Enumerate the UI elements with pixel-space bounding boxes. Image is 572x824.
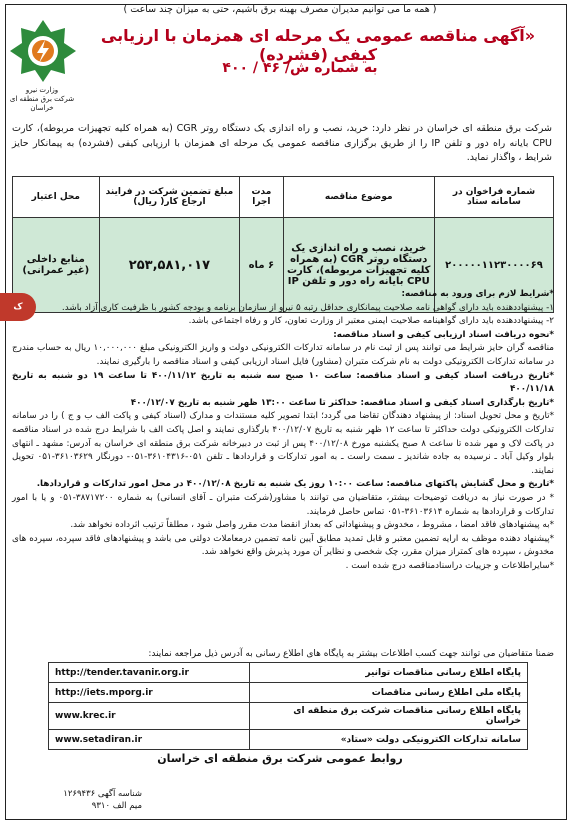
- paragraph: *پیشنهاد دهنده موظف به ارایه تضمین معتبر و قابل تمدید مطابق آیین نامه تضمین درمعاملات دولتی می باشد و پیشنهادهای فاقد سپرده، سپرده های مخدوش ، سپرده های کمتراز میزان مقرر، چک شخصی و نظایر آن مورد پذیرش واقع نخواهد شد.: [12, 533, 554, 558]
- condition-item: ۲- پیشنهاددهنده باید دارای گواهینامه صلاحیت ایمنی معتبر از وزارت تعاون، کار و رفاه اجتماعی باشد.: [188, 316, 554, 327]
- ad-id: شناسه آگهی ۱۲۶۹۴۳۶: [63, 789, 142, 799]
- mim-code: میم الف ۹۳۱۰: [91, 801, 142, 811]
- logo-caption-company: شرکت برق منطقه ای خراسان: [9, 95, 75, 112]
- table-row: [49, 663, 528, 683]
- visit-note: ضمنا متقاضیان می توانند جهت کسب اطلاعات بیشتر به پایگاه های اطلاع رسانی به آدرس ذیل مراجعه نمایند:: [148, 649, 554, 659]
- paragraph: * در صورت نیاز به دریافت توضیحات بیشتر، متقاضیان می توانند با مشاور(شرکت متبران ـ آقای انسانی) به شماره ۳۸۷۱۷۲۰۰-۰۵۱ و یا با امور تدارکات و قراردادها به شماره ۳۶۱۰۳۶۱۴-۰۵۱ تماس حاصل فرمایند.: [12, 492, 554, 517]
- link-name: پایگاه ملی اطلاع رسانی مناقصات: [250, 683, 528, 703]
- tavanir-logo: [8, 18, 78, 92]
- link-name: سامانه تدارکات الکترونیکی دولت «ستاد»: [250, 730, 528, 750]
- condition-item: ۱- پیشنهاددهنده باید دارای گواهی نامه صلاحیت پیمانکاری حداقل رتبه ۵ نیرو از سازمان برنامه و بودجه کشور با ظرفیت کاری آزاد باشد.: [61, 302, 554, 313]
- tender-number: به شماره ش/ ۴۶ / ۴۰۰: [222, 60, 378, 76]
- link-url[interactable]: http://iets.mporg.ir: [49, 683, 250, 703]
- logo-caption-ministry: وزارت نیرو: [25, 86, 59, 94]
- link-url[interactable]: www.setadiran.ir: [49, 730, 250, 750]
- cell-call-number: ۲۰۰۰۰۰۱۱۲۳۰۰۰۰۶۹: [434, 218, 553, 313]
- link-url[interactable]: www.krec.ir: [49, 703, 250, 730]
- red-corner-mark: ک: [0, 293, 36, 321]
- section-heading: *نحوه دریافت اسناد ارزیابی کیفی و اسناد مناقصه:: [333, 329, 554, 340]
- paragraph: *به پیشنهادهای فاقد امضا ، مشروط ، مخدوش و پیشنهاداتی که بعداز انقضا مدت مقرر واصل شود ، مطلقاً ترتیب اثرداده نخواهد شد.: [70, 520, 554, 531]
- table-row: [49, 730, 528, 750]
- col-call-number: شماره فراخوان در سامانه ستاد: [434, 177, 553, 218]
- cell-duration: ۶ ماه: [240, 218, 283, 313]
- section-heading: *شرایط لازم برای ورود به مناقصه:: [401, 289, 554, 299]
- link-url[interactable]: http://tender.tavanir.org.ir: [49, 663, 250, 683]
- links-table: [48, 662, 528, 750]
- col-guarantee: مبلغ تضمین شرکت در فرایند ارجاع کار( ریال): [99, 177, 240, 218]
- paragraph: مناقصه گران حایز شرایط می توانند پس از ثبت نام در سامانه تدارکات الکترونیکی دولت و واریز الکترونیکی مبلغ ۱۰,۰۰۰,۰۰۰ ریال به حساب مندرج در سامانه تدارکات الکترونیکی دولت به نام شرکت متبران (مشاور) فایل اسناد ارزیابی کیفی و اسناد مناقصه را بارگیری نمایند.: [12, 343, 554, 367]
- table-header-row: [13, 177, 554, 218]
- table-row: [49, 703, 528, 730]
- paragraph: *سایراطلاعات و جزییات دراسنادمناقصه درج شده است .: [345, 560, 554, 571]
- cell-guarantee: ۲۵۳,۵۸۱,۰۱۷: [99, 218, 240, 313]
- slogan: ( همه ما می توانیم مدیران مصرف بهینه برق باشیم، حتی به میزان چند ساعت ): [123, 4, 437, 15]
- paragraph: *تاریخ و محل گشایش پاکتهای مناقصه: ساعت ۱۰:۰۰ روز یک شنبه به تاریخ ۴۰۰/۱۲/۰۸ در محل امور تدارکات و قراردادها.: [36, 479, 554, 490]
- paragraph: *تاریخ و محل تحویل اسناد: از پیشنهاد دهندگان تقاضا می گردد؛ ابتدا تصویر کلیه مستندات و مدارک (اسناد کیفی و پاکت الف ب و ج ) را در سامانه تدارکات الکترونیکی دولت حداکثر تا ساعت ۱۲ ظهر شنبه به تاریخ ۴۰۰/۱۲/۰۷ بارگذاری نمایند و اصل پاکت الف با شرایط درج شده در اسناد مناقصه در پاکت لاک و مهر شده تا ساعت ۸ صبح یکشنبه مورخ ۴۰۰/۱۲/۰۸ پس از ثبت در دبیرخانه شرکت برق منطقه ای خراسان به آدرس: مشهد ـ انتهای بلوار وکیل آباد ـ نرسیده به جاده شاندیز ـ سمت راست ـ به امور تدارکات و قراردادها ـ تلفن ۰۵۱-۳۶۱۰۴۳۱۶-۰۵۱- دورنگار ۳۶۱۰۳۶۲۹-۰۵۱ تحویل نمایند.: [12, 411, 555, 476]
- ad-id-block: [63, 788, 142, 812]
- link-name: پایگاه اطلاع رسانی مناقصات توانیر: [250, 663, 528, 683]
- cell-subject: خرید، نصب و راه اندازی یک دستگاه روتر CGR (به همراه کلیه تجهیزات مربوطه)، کارت CPU بایانه راه دور و تلفن IP: [283, 218, 434, 313]
- paragraph: *تاریخ دریافت اسناد کیفی و اسناد مناقصه: ساعت ۱۰ صبح سه شنبه به تاریخ ۴۰۰/۱۱/۱۲ تا ساعت ۱۹ دو شنبه به تاریخ ۴۰۰/۱۱/۱۸: [12, 370, 554, 395]
- paragraph: *تاریخ بارگذاری اسناد کیفی و اسناد مناقصه: حداکثر تا ساعت ۱۳:۰۰ ظهر شنبه به تاریخ ۴۰۰/۱۲/۰۷: [130, 397, 554, 408]
- intro-paragraph: شرکت برق منطقه ای خراسان در نظر دارد: خرید، نصب و راه اندازی یک دستگاه روتر CGR (به همراه کلیه تجهیزات مربوطه)، کارت CPU بایانه راه دور و تلفن IP را از طریق برگزاری مناقصه عمومی یک مرحله ای همزمان با ارزیابی کیفی (فشرده) به پیمانکار حایز شرایط ، واگذار نماید.: [12, 123, 552, 163]
- page-title: «آگهی مناقصه عمومی یک مرحله ای همزمان با ارزیابی کیفی (فشرده): [100, 26, 536, 64]
- footer-title: روابط عمومی شرکت برق منطقه ای خراسان: [157, 752, 403, 765]
- col-funding: محل اعتبار: [13, 177, 100, 218]
- conditions-body: [12, 288, 554, 573]
- cell-funding: منابع داخلی (غیر عمرانی): [13, 218, 100, 313]
- col-duration: مدت اجرا: [240, 177, 283, 218]
- col-subject: موضوع مناقصه: [283, 177, 434, 218]
- table-row: [49, 683, 528, 703]
- logo-caption: [6, 86, 78, 113]
- link-name: پایگاه اطلاع رسانی مناقصات شرکت برق منطقه ای خراسان: [250, 703, 528, 730]
